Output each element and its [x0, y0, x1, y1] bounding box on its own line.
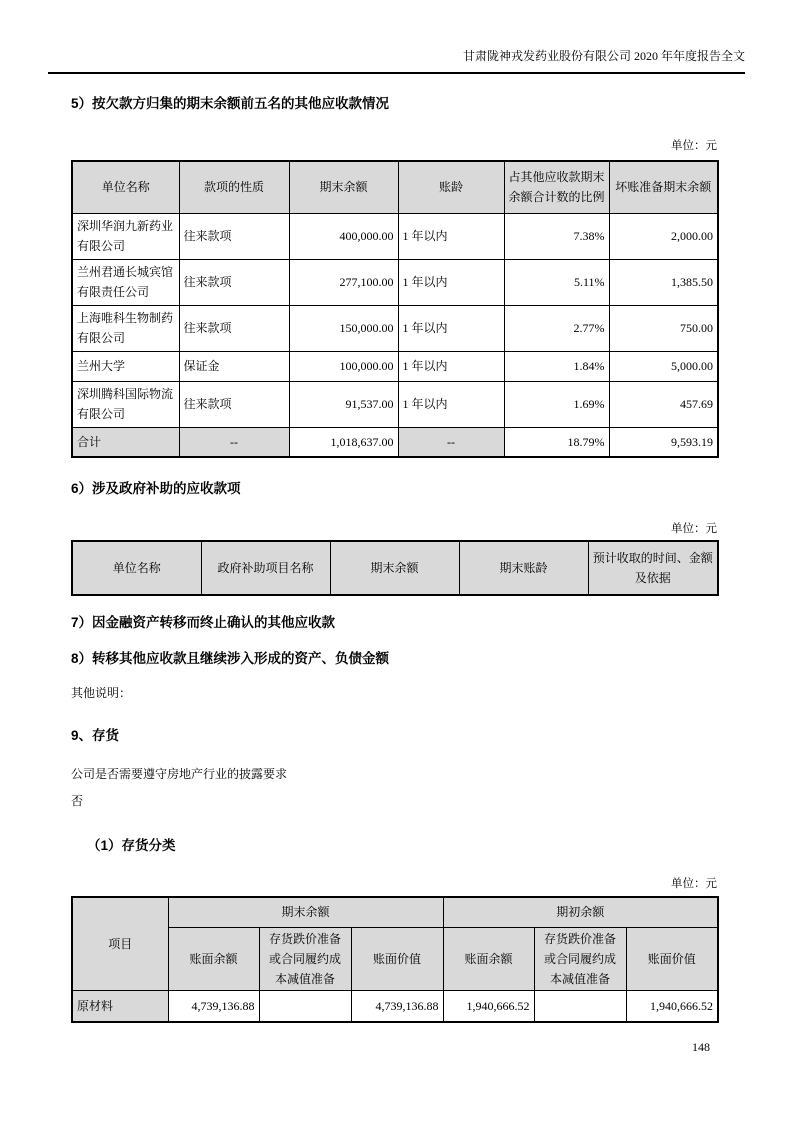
col-header-bad-debt: 坏账准备期末余额 — [609, 161, 718, 213]
bad-debt-cell: 2,000.00 — [609, 213, 718, 259]
section-5-heading: 5）按欠款方归集的期末余额前五名的其他应收款情况 — [71, 96, 390, 111]
col-header-book-balance-end: 账面余额 — [168, 927, 259, 990]
col-header-aging: 账龄 — [398, 161, 504, 213]
col-header-closing-balance: 期末余额 — [289, 161, 398, 213]
table-row — [72, 990, 718, 1022]
section-7-heading: 7）因金融资产转移而终止确认的其他应收款 — [71, 615, 336, 630]
ratio-cell: 1.84% — [504, 351, 609, 381]
table-row — [72, 381, 718, 427]
col-header-ratio: 占其他应收款期末余额合计数的比例 — [504, 161, 609, 213]
total-balance-cell: 1,018,637.00 — [289, 427, 398, 457]
total-bad-debt-cell: 9,593.19 — [609, 427, 718, 457]
aging-cell: 1 年以内 — [398, 259, 504, 305]
section-8-heading: 8）转移其他应收款且继续涉入形成的资产、负债金额 — [71, 651, 390, 666]
other-notes-label: 其他说明： — [71, 686, 132, 700]
book-value-end-cell: 4,739,136.88 — [351, 990, 443, 1022]
balance-cell: 100,000.00 — [289, 351, 398, 381]
aging-cell: 1 年以内 — [398, 305, 504, 351]
book-balance-begin-cell: 1,940,666.52 — [443, 990, 534, 1022]
page-number: 148 — [692, 1040, 710, 1054]
balance-cell: 277,100.00 — [289, 259, 398, 305]
total-ratio-cell: 18.79% — [504, 427, 609, 457]
bad-debt-cell: 1,385.50 — [609, 259, 718, 305]
aging-cell: 1 年以内 — [398, 351, 504, 381]
nature-cell: 保证金 — [179, 351, 289, 381]
unit-name-cell: 深圳腾科国际物流有限公司 — [72, 381, 179, 427]
ratio-cell: 7.38% — [504, 213, 609, 259]
col-header-closing-aging: 期末账龄 — [459, 541, 588, 595]
inventory-classification-table — [71, 896, 719, 1023]
unit-name-cell: 兰州大学 — [72, 351, 179, 381]
nature-cell: 往来款项 — [179, 381, 289, 427]
col-header-unit-name: 单位名称 — [72, 541, 201, 595]
col-header-book-balance-begin: 账面余额 — [443, 927, 534, 990]
total-nature-cell: -- — [179, 427, 289, 457]
table-subheader-row — [72, 927, 718, 990]
bad-debt-cell: 457.69 — [609, 381, 718, 427]
balance-cell: 400,000.00 — [289, 213, 398, 259]
table-row — [72, 259, 718, 305]
report-title: 甘肃陇神戎发药业股份有限公司 2020 年年度报告全文 — [462, 49, 745, 63]
government-grant-table — [71, 540, 719, 596]
balance-cell: 91,537.00 — [289, 381, 398, 427]
item-name-cell: 原材料 — [72, 990, 168, 1022]
book-value-begin-cell: 1,940,666.52 — [626, 990, 718, 1022]
ratio-cell: 2.77% — [504, 305, 609, 351]
table-header-row — [72, 541, 718, 595]
impairment-begin-cell — [534, 990, 626, 1022]
group-header-opening-balance: 期初余额 — [443, 897, 718, 927]
ratio-cell: 5.11% — [504, 259, 609, 305]
balance-cell: 150,000.00 — [289, 305, 398, 351]
table-group-header-row — [72, 897, 718, 927]
real-estate-disclosure-answer: 否 — [71, 794, 84, 808]
nature-cell: 往来款项 — [179, 305, 289, 351]
col-header-book-value-end: 账面价值 — [351, 927, 443, 990]
table-row — [72, 305, 718, 351]
unit-name-cell: 兰州君通长城宾馆有限责任公司 — [72, 259, 179, 305]
unit-name-cell: 深圳华润九新药业有限公司 — [72, 213, 179, 259]
ratio-cell: 1.69% — [504, 381, 609, 427]
table-total-row — [72, 427, 718, 457]
col-header-unit-name: 单位名称 — [72, 161, 179, 213]
group-header-closing-balance: 期末余额 — [168, 897, 443, 927]
col-header-impairment-end: 存货跌价准备或合同履约成本减值准备 — [259, 927, 351, 990]
unit-label-3: 单位：元 — [671, 878, 717, 890]
real-estate-disclosure-question: 公司是否需要遵守房地产行业的披露要求 — [71, 767, 288, 781]
book-balance-end-cell: 4,739,136.88 — [168, 990, 259, 1022]
section-9-heading: 9、存货 — [71, 728, 120, 743]
unit-name-cell: 上海唯科生物制药有限公司 — [72, 305, 179, 351]
col-header-grant-project: 政府补助项目名称 — [201, 541, 330, 595]
col-header-book-value-begin: 账面价值 — [626, 927, 718, 990]
total-label-cell: 合计 — [72, 427, 179, 457]
unit-label-1: 单位：元 — [671, 140, 717, 152]
unit-label-2: 单位：元 — [671, 523, 717, 535]
page-content — [71, 95, 717, 1023]
aging-cell: 1 年以内 — [398, 381, 504, 427]
impairment-end-cell — [259, 990, 351, 1022]
table-row — [72, 351, 718, 381]
top5-receivables-table — [71, 160, 719, 458]
total-aging-cell: -- — [398, 427, 504, 457]
section-9-1-heading: （1）存货分类 — [87, 838, 176, 853]
col-header-nature: 款项的性质 — [179, 161, 289, 213]
col-header-closing-balance: 期末余额 — [330, 541, 459, 595]
bad-debt-cell: 5,000.00 — [609, 351, 718, 381]
bad-debt-cell: 750.00 — [609, 305, 718, 351]
col-header-expected-collection: 预计收取的时间、金额及依据 — [588, 541, 718, 595]
page-header — [48, 49, 745, 74]
table-row — [72, 213, 718, 259]
nature-cell: 往来款项 — [179, 213, 289, 259]
col-header-item: 项目 — [72, 897, 168, 990]
col-header-impairment-begin: 存货跌价准备或合同履约成本减值准备 — [534, 927, 626, 990]
section-6-heading: 6）涉及政府补助的应收款项 — [71, 481, 241, 496]
nature-cell: 往来款项 — [179, 259, 289, 305]
aging-cell: 1 年以内 — [398, 213, 504, 259]
table-header-row — [72, 161, 718, 213]
